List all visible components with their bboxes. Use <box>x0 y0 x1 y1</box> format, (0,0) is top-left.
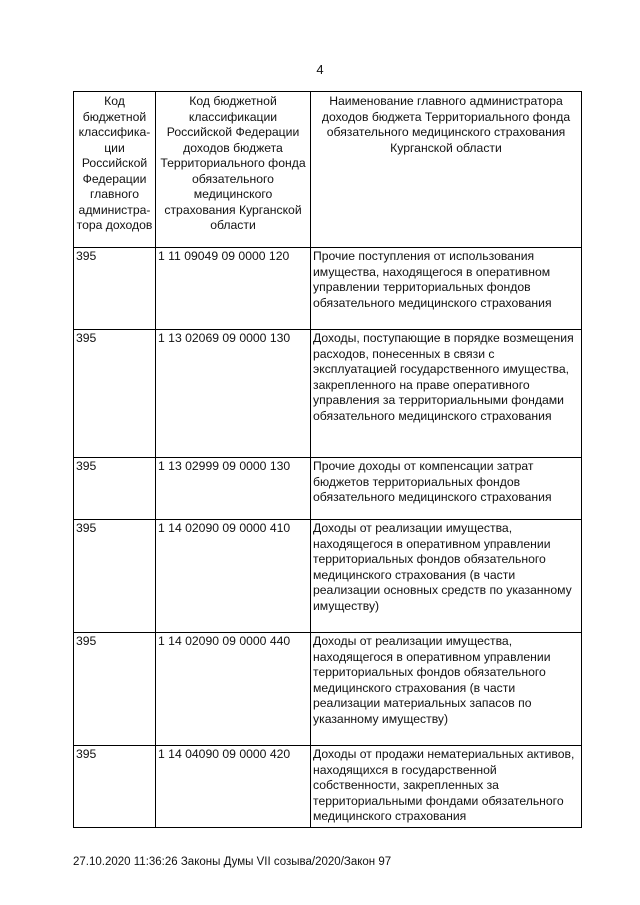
kbk-cell: 1 14 02090 09 0000 440 <box>156 633 311 746</box>
admin-code-cell: 395 <box>74 248 156 330</box>
kbk-cell: 1 14 02090 09 0000 410 <box>156 520 311 633</box>
kbk-cell: 1 13 02999 09 0000 130 <box>156 458 311 520</box>
kbk-cell: 1 14 04090 09 0000 420 <box>156 746 311 828</box>
table-row <box>74 248 582 330</box>
name-cell: Прочие поступления от использования имущества, находящегося в оперативном управлении территориальных фондов обязательного медицинского страхования <box>311 248 582 330</box>
table-row <box>74 633 582 746</box>
kbk-cell: 1 13 02069 09 0000 130 <box>156 330 311 458</box>
admin-code-cell: 395 <box>74 330 156 458</box>
table-header-row <box>74 92 582 248</box>
table-row <box>74 520 582 633</box>
kbk-cell: 1 11 09049 09 0000 120 <box>156 248 311 330</box>
admin-code-cell: 395 <box>74 746 156 828</box>
name-cell: Доходы от реализации имущества, находящегося в оперативном управлении территориальных фондов обязательного медицинского страхования (в части реализации материальных запасов по указанному имуществу) <box>311 633 582 746</box>
name-cell: Доходы от продажи нематериальных активов, находящихся в государственной собственности, закрепленных за территориальными фондами обязательного медицинского страхования <box>311 746 582 828</box>
table-row <box>74 746 582 828</box>
table-row <box>74 458 582 520</box>
header-admin-code: Код бюджетной классифика-ции Российской Федерации главного администра-тора доходов <box>74 92 156 248</box>
name-cell: Доходы, поступающие в порядке возмещения расходов, понесенных в связи с эксплуатацией государственного имущества, закрепленного на праве оперативного управления за территориальными фондами обязательного медицинского страхования <box>311 330 582 458</box>
table-row <box>74 330 582 458</box>
name-cell: Прочие доходы от компенсации затрат бюджетов территориальных фондов обязательного медицинского страхования <box>311 458 582 520</box>
admin-code-cell: 395 <box>74 458 156 520</box>
admin-code-cell: 395 <box>74 633 156 746</box>
name-cell: Доходы от реализации имущества, находящегося в оперативном управлении территориальных фондов обязательного медицинского страхования (в части реализации основных средств по указанному имуществу) <box>311 520 582 633</box>
header-kbk: Код бюджетной классификации Российской Федерации доходов бюджета Территориального фонда обязательного медицинского страхования Курганской области <box>156 92 311 248</box>
revenue-table <box>73 91 582 828</box>
page-number: 4 <box>316 62 324 77</box>
document-footer: 27.10.2020 11:36:26 Законы Думы VII созыва/2020/Закон 97 <box>73 856 392 868</box>
header-name: Наименование главного администратора доходов бюджета Территориального фонда обязательного медицинского страхования Курганской области <box>311 92 582 248</box>
admin-code-cell: 395 <box>74 520 156 633</box>
